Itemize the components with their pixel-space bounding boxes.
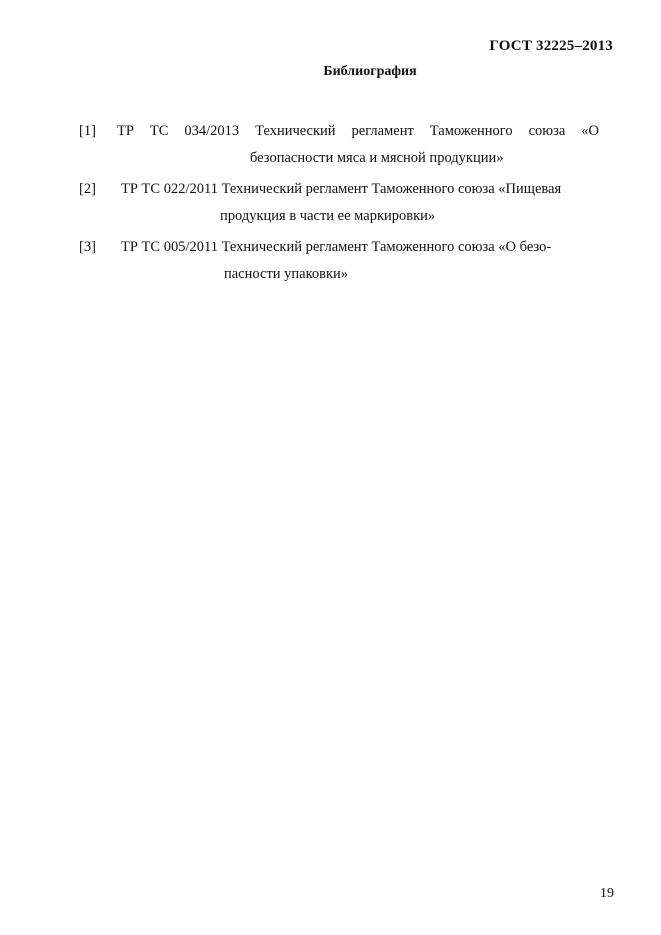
entry-text-line-2: безопасности мяса и мясной продукции» [250, 150, 504, 166]
entry-number: [2] [79, 181, 96, 197]
section-title: Библиография [323, 64, 417, 79]
entry-text-line-1: ТР ТС 005/2011 Технический регламент Таможенного союза «О безо- [121, 239, 552, 255]
bibliography-entry-1 [79, 118, 599, 172]
entry-text-line-2: продукция в части ее маркировки» [220, 208, 436, 224]
document-code: ГОСТ 32225–2013 [489, 38, 613, 54]
entry-text-line-2: пасности упаковки» [224, 266, 349, 282]
entry-number: [3] [79, 239, 96, 255]
page-number: 19 [600, 886, 614, 901]
entry-number: [1] [79, 123, 96, 139]
entry-text-line-1: ТР ТС 034/2013 Технический регламент Таможенного союза «О [117, 123, 599, 139]
entry-text-line-1: ТР ТС 022/2011 Технический регламент Таможенного союза «Пищевая [121, 181, 562, 197]
bibliography-entry-3 [79, 234, 599, 288]
bibliography-entry-2 [79, 176, 599, 230]
bibliography-list [79, 118, 599, 288]
